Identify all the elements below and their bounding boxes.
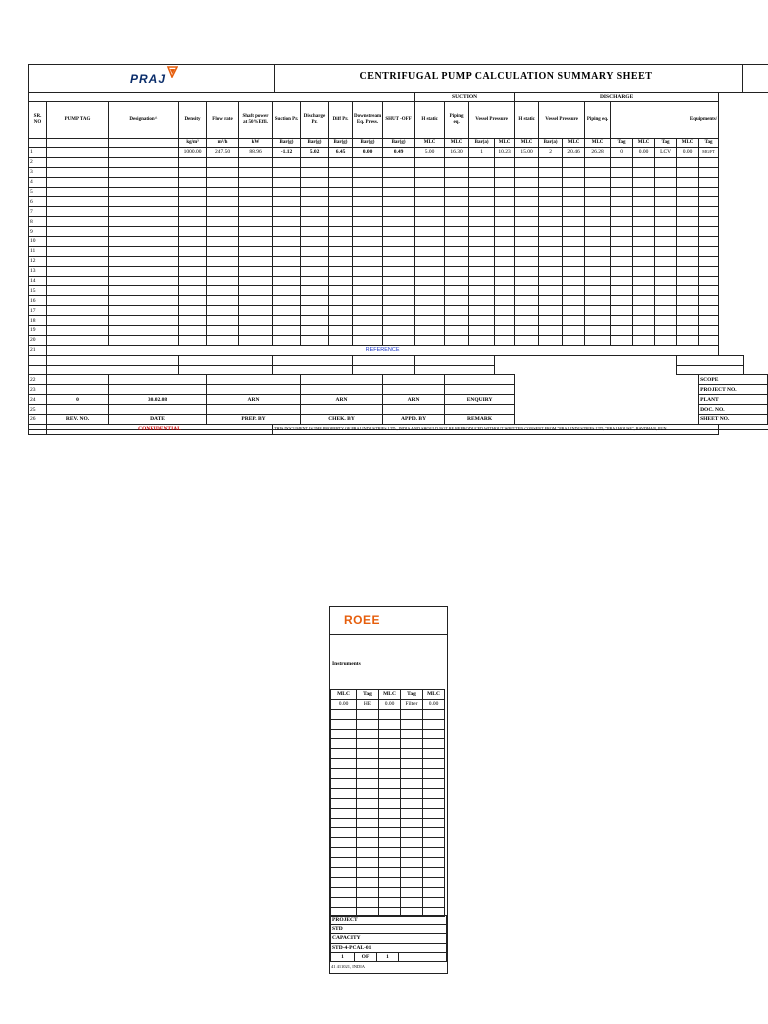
table-cell: 2	[539, 148, 563, 158]
footer-scope: SCOPE	[699, 375, 768, 385]
col-piping-eq-suction: Piping eq.	[445, 102, 469, 139]
table-row	[331, 709, 445, 719]
footer-prep_label: PREP. BY	[207, 415, 301, 425]
table-cell: MG/FT	[699, 148, 719, 158]
unit-cell: kW	[239, 139, 273, 148]
footer-blank	[207, 405, 301, 415]
row-number: 20	[29, 335, 47, 345]
footer-blank	[383, 405, 445, 415]
col-density: Density	[179, 102, 207, 139]
col-shaft-power: Shaft power at 50%Effi.	[239, 102, 273, 139]
p2-col-mlc-1: MLC	[331, 690, 357, 700]
col-h-static: H static	[415, 102, 445, 139]
footer-rev_value: 0	[47, 395, 109, 405]
footer-blank	[207, 385, 301, 395]
table-row	[331, 739, 445, 749]
table-row	[29, 167, 768, 177]
col-piping-eq-discharge: Piping eq.	[585, 102, 611, 139]
footer-plant: PLANT	[699, 395, 768, 405]
unit-cell: Tag	[699, 139, 719, 148]
footer-blank	[445, 385, 515, 395]
table-cell: 1	[469, 148, 495, 158]
footer-date_label: DATE	[109, 415, 207, 425]
unit-cell: Tag	[611, 139, 633, 148]
unit-cell: Bar(g)	[329, 139, 353, 148]
col-downstream-pr: Downstream Eq. Press.	[353, 102, 383, 139]
table-row	[331, 759, 445, 769]
footer-blank	[47, 385, 109, 395]
footer-blank	[445, 375, 515, 385]
table-row	[29, 306, 768, 316]
table-row	[29, 286, 768, 296]
footer-blank	[109, 375, 207, 385]
table-cell: 26.28	[585, 148, 611, 158]
col-equipments: Equipments/	[611, 102, 719, 139]
col-h-static-discharge: H static	[515, 102, 539, 139]
row-number: 13	[29, 266, 47, 276]
table-row	[331, 769, 445, 779]
unit-cell: MLC	[563, 139, 585, 148]
row-number: 22	[29, 375, 47, 385]
table-row	[331, 887, 445, 897]
table-row	[29, 266, 768, 276]
footer-row	[29, 375, 768, 385]
table-cell: 0	[611, 148, 633, 158]
footer-blank	[301, 375, 383, 385]
table-cell: 0.49	[383, 148, 415, 158]
col-discharge-pr: Discharge Pr.	[301, 102, 329, 139]
footer-row	[29, 415, 768, 425]
table-row	[331, 868, 445, 878]
footer-row	[29, 405, 768, 415]
unit-cell: kg/m³	[179, 139, 207, 148]
row-number: 3	[29, 167, 47, 177]
table-row	[331, 877, 445, 887]
table-row	[331, 848, 445, 858]
table-row	[29, 148, 768, 158]
table-row	[29, 326, 768, 336]
property-notice: THIS DOCUMENT IS THE PROPERTY OF PRAJ INDUSTRIES LTD., INDIA AND SHOULD NOT BE REPRODUCED WITHOUT WRITTEN CONSENT FROM "PRAJ INDUSTRIES LTD, "PRAJ HOUSE", BAVDHAN, PUN	[273, 424, 719, 434]
unit-cell: m³/h	[207, 139, 239, 148]
table-row	[331, 729, 445, 739]
table-row	[29, 207, 768, 217]
table-cell	[47, 148, 109, 158]
table-cell: 6.45	[329, 148, 353, 158]
unit-cell: Bar(g)	[301, 139, 329, 148]
table-cell: 5.02	[301, 148, 329, 158]
second-page	[329, 606, 448, 974]
table-row	[29, 227, 768, 237]
table-row	[331, 897, 445, 907]
footer-appd_label: APPD. BY	[383, 415, 445, 425]
row-number: 10	[29, 237, 47, 247]
table-row	[331, 719, 445, 729]
second-page-label: Instruments	[332, 661, 361, 667]
footer-doc_no: DOC. NO.	[699, 405, 768, 415]
unit-cell: Bar(g)	[273, 139, 301, 148]
footer-blank	[109, 385, 207, 395]
roee-logo: ROEE	[344, 613, 381, 627]
row-number: 11	[29, 246, 47, 256]
footer-blank	[47, 375, 109, 385]
table-cell: 5.00	[415, 148, 445, 158]
footer-blank	[207, 375, 301, 385]
row-number: 25	[29, 405, 47, 415]
unit-cell: Bar(g)	[383, 139, 415, 148]
p2-sheet-total: 1	[377, 952, 399, 961]
table-cell: 10.23	[495, 148, 515, 158]
row-number: 26	[29, 415, 47, 425]
row-number: 15	[29, 286, 47, 296]
discharge-group: DISCHARGE	[515, 93, 719, 102]
table-cell: 15.00	[515, 148, 539, 158]
row-number: 14	[29, 276, 47, 286]
footer-remark_value: ENQUIRY	[445, 395, 515, 405]
row-number: 1	[29, 148, 47, 158]
table-cell: 0.00	[677, 148, 699, 158]
p2-project: PROJECT	[331, 916, 447, 925]
p2-doc-no: STD-4-PCAL-01	[331, 943, 447, 952]
footer-remark_label: REMARK	[445, 415, 515, 425]
unit-cell: MLC	[415, 139, 445, 148]
col-designation: Designation^	[109, 102, 179, 139]
col-vessel-pressure-discharge: Vessel Pressure	[539, 102, 585, 139]
table-cell: 88.96	[239, 148, 273, 158]
table-row	[331, 749, 445, 759]
praj-logo	[88, 66, 208, 90]
footer-row	[29, 385, 768, 395]
row-number: 16	[29, 296, 47, 306]
page-title: CENTRIFUGAL PUMP CALCULATION SUMMARY SHEET	[359, 71, 653, 82]
row-number: 21	[29, 345, 47, 355]
table-row	[331, 828, 445, 838]
footer-rev_label: REV. NO.	[47, 415, 109, 425]
table-row	[331, 798, 445, 808]
row-number: 2	[29, 157, 47, 167]
unit-cell: Bar(a)	[539, 139, 563, 148]
footer-row	[29, 395, 768, 405]
unit-cell: Bar(a)	[469, 139, 495, 148]
table-row	[29, 217, 768, 227]
footer-blank	[383, 375, 445, 385]
second-page-divider	[330, 634, 447, 635]
table-row	[331, 788, 445, 798]
table-row	[29, 187, 768, 197]
table-row	[29, 296, 768, 306]
suction-group: SUCTION	[415, 93, 515, 102]
p2-capacity: CAPACITY	[331, 934, 447, 943]
pump-summary-table	[28, 92, 768, 435]
p2-col-tag-2: Tag	[401, 690, 423, 700]
col-flow-rate: Flow rate	[207, 102, 239, 139]
footer-blank	[301, 405, 383, 415]
table-row	[331, 818, 445, 828]
row-number: 8	[29, 217, 47, 227]
table-row	[331, 858, 445, 868]
footer-appd_value: ARN	[383, 395, 445, 405]
unit-cell: MLC	[445, 139, 469, 148]
table-row	[29, 316, 768, 326]
table-row	[29, 237, 768, 247]
row-number: 18	[29, 316, 47, 326]
spacer-row	[29, 365, 768, 375]
row-number: 23	[29, 385, 47, 395]
col-vessel-pressure-suction: Vessel Pressure	[469, 102, 515, 139]
column-header-row	[29, 102, 768, 139]
confidential-row	[29, 424, 768, 434]
col-diff-pr: Diff Pr.	[329, 102, 353, 139]
unit-cell: Bar(g)	[353, 139, 383, 148]
table-row	[331, 779, 445, 789]
col-pump-tag: PUMP TAG	[47, 102, 109, 139]
table-cell: 1000.00	[179, 148, 207, 158]
second-page-table	[330, 689, 445, 917]
table-row	[29, 335, 768, 345]
p2-std: STD	[331, 925, 447, 934]
unit-cell: MLC	[515, 139, 539, 148]
p2-col-mlc-3: MLC	[423, 690, 445, 700]
unit-cell: MLC	[585, 139, 611, 148]
unit-cell: MLC	[633, 139, 655, 148]
spacer-row	[29, 355, 768, 365]
footer-blank	[383, 385, 445, 395]
table-row	[331, 838, 445, 848]
praj-logo-text: PRAJ	[129, 72, 166, 86]
second-page-title-block	[330, 915, 447, 962]
unit-cell: MLC	[495, 139, 515, 148]
title-block	[28, 64, 768, 92]
table-cell: 0.00	[353, 148, 383, 158]
reference-label: REFERENCE	[47, 345, 719, 355]
table-row	[29, 246, 768, 256]
row-number: 6	[29, 197, 47, 207]
row-number: 9	[29, 227, 47, 237]
table-cell: 0.00	[633, 148, 655, 158]
table-row: 0.00 HE 0.00 Filter 0.00	[331, 699, 445, 709]
row-number: 19	[29, 326, 47, 336]
second-page-header-row	[331, 690, 445, 700]
footer-date_value: 30.02.08	[109, 395, 207, 405]
p2-col-tag-1: Tag	[357, 690, 379, 700]
footer-blank	[47, 405, 109, 415]
table-row	[331, 808, 445, 818]
unit-row	[29, 139, 768, 148]
footer-chek_value: ARN	[301, 395, 383, 405]
reference-row	[29, 345, 768, 355]
table-row	[29, 256, 768, 266]
second-page-footer: 41 411021, INDIA	[331, 964, 365, 969]
row-number: 7	[29, 207, 47, 217]
table-row	[29, 157, 768, 167]
table-cell: 20.46	[563, 148, 585, 158]
row-number: 24	[29, 395, 47, 405]
unit-cell: Tag	[655, 139, 677, 148]
footer-chek_label: CHEK. BY	[301, 415, 383, 425]
table-row	[29, 276, 768, 286]
table-cell: 247.50	[207, 148, 239, 158]
confidential-label: CONFIDENTIAL	[47, 424, 273, 434]
group-header-row	[29, 93, 768, 102]
footer-blank	[109, 405, 207, 415]
table-row	[29, 197, 768, 207]
p2-col-mlc-2: MLC	[379, 690, 401, 700]
footer-project_no: PROJECT NO.	[699, 385, 768, 395]
row-number: 5	[29, 187, 47, 197]
table-cell	[109, 148, 179, 158]
table-cell: -1.12	[273, 148, 301, 158]
col-shut-off: SHUT -OFF	[383, 102, 415, 139]
p2-sheet-no: 1	[331, 952, 355, 961]
table-cell: 16.30	[445, 148, 469, 158]
footer-blank	[445, 405, 515, 415]
table-cell: LCV	[655, 148, 677, 158]
p2-sheet-of: OF	[355, 952, 377, 961]
footer-blank	[301, 385, 383, 395]
unit-cell: MLC	[677, 139, 699, 148]
row-number: 12	[29, 256, 47, 266]
row-number: 4	[29, 177, 47, 187]
col-suction-pr: Suction Pr.	[273, 102, 301, 139]
col-sr-no: SR. NO	[29, 102, 47, 139]
table-row	[29, 177, 768, 187]
row-number: 17	[29, 306, 47, 316]
footer-sheet_no: SHEET NO.	[699, 415, 768, 425]
footer-prep_value: ARN	[207, 395, 301, 405]
